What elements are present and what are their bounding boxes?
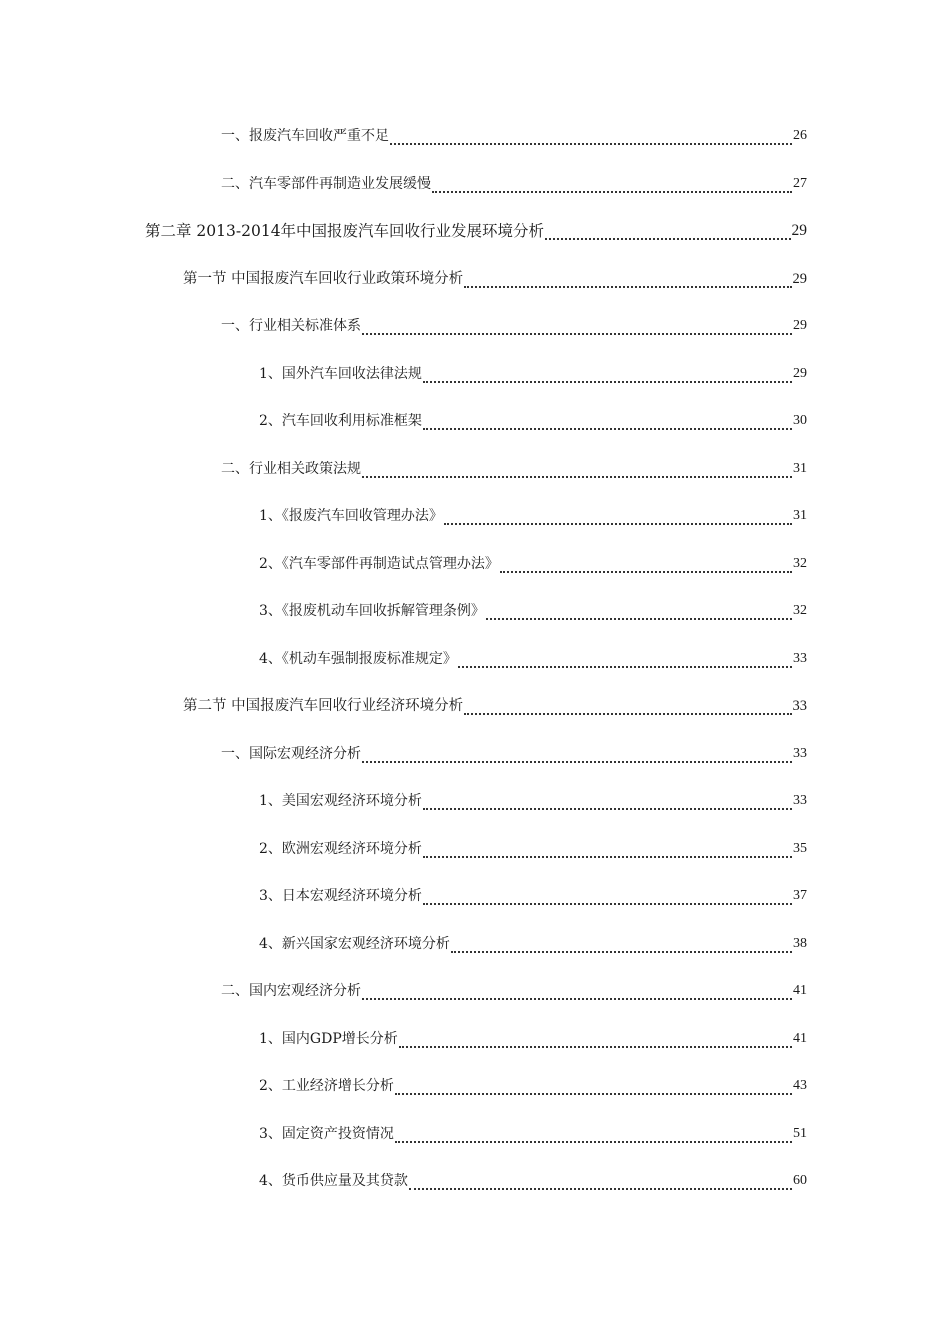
toc-leader-dots — [395, 1079, 792, 1095]
toc-subentry[interactable] — [0, 885, 950, 933]
toc-subentry[interactable] — [0, 1075, 950, 1123]
toc-entry-page: 32 — [793, 555, 807, 571]
toc-entry-title: 1、国外汽车回收法律法规 — [259, 365, 422, 382]
toc-entry-page: 31 — [793, 460, 807, 476]
toc-entry-page: 33 — [792, 698, 807, 714]
toc-subentry[interactable] — [0, 505, 950, 553]
toc-subentry[interactable] — [0, 933, 950, 981]
toc-leader-dots — [464, 272, 791, 288]
toc-subentry[interactable] — [0, 1170, 950, 1218]
toc-entry-page: 29 — [791, 222, 807, 239]
toc-entry-title: 3、固定资产投资情况 — [259, 1125, 394, 1142]
table-of-contents — [0, 125, 950, 1218]
toc-entry-page: 29 — [792, 270, 807, 287]
toc-entry-page: 60 — [793, 1173, 807, 1188]
toc-leader-dots — [362, 319, 792, 335]
toc-leader-dots — [409, 1174, 792, 1190]
toc-entry-title: 4、《机动车强制报废标准规定》 — [259, 650, 457, 667]
toc-subentry[interactable] — [0, 790, 950, 838]
toc-leader-dots — [444, 509, 792, 525]
toc-leader-dots — [423, 889, 792, 905]
toc-subentry[interactable] — [0, 1028, 950, 1076]
toc-entry-page: 51 — [793, 1125, 807, 1141]
toc-entry-title: 第一节 中国报废汽车回收行业政策环境分析 — [183, 270, 464, 287]
toc-subentry[interactable] — [0, 838, 950, 886]
toc-entry[interactable] — [0, 315, 950, 363]
toc-entry-page: 32 — [793, 603, 807, 618]
toc-entry-page: 26 — [793, 128, 807, 143]
toc-leader-dots — [486, 604, 792, 620]
toc-entry-page: 35 — [793, 840, 807, 856]
toc-leader-dots — [500, 557, 792, 573]
toc-entry-title: 一、行业相关标准体系 — [221, 318, 361, 334]
toc-entry-title: 二、汽车零部件再制造业发展缓慢 — [221, 175, 431, 192]
toc-entry[interactable] — [0, 173, 950, 221]
toc-entry-page: 30 — [793, 413, 807, 428]
toc-leader-dots — [432, 177, 792, 193]
toc-entry[interactable] — [0, 980, 950, 1028]
toc-entry-page: 43 — [793, 1078, 807, 1093]
toc-leader-dots — [464, 699, 791, 715]
toc-entry-title: 2、汽车回收利用标准框架 — [259, 413, 422, 429]
toc-leader-dots — [395, 1127, 792, 1143]
toc-entry-title: 二、国内宏观经济分析 — [221, 983, 361, 999]
toc-entry[interactable] — [0, 125, 950, 173]
toc-subentry[interactable] — [0, 410, 950, 458]
toc-leader-dots — [390, 129, 792, 145]
toc-leader-dots — [423, 414, 792, 430]
toc-entry-title: 1、国内GDP增长分析 — [259, 1030, 398, 1047]
toc-section-entry[interactable] — [0, 268, 950, 316]
toc-subentry[interactable] — [0, 600, 950, 648]
toc-leader-dots — [451, 937, 792, 953]
toc-leader-dots — [458, 652, 792, 668]
toc-chapter-entry[interactable] — [0, 220, 950, 268]
toc-entry-title: 一、国际宏观经济分析 — [221, 745, 361, 762]
toc-entry-title: 3、《报废机动车回收拆解管理条例》 — [259, 603, 485, 619]
toc-leader-dots — [423, 842, 792, 858]
toc-entry-title: 二、行业相关政策法规 — [221, 460, 361, 477]
toc-entry-title: 1、美国宏观经济环境分析 — [259, 793, 422, 809]
toc-entry-page: 38 — [793, 935, 807, 951]
toc-entry-page: 33 — [793, 793, 807, 808]
toc-entry-title: 2、欧洲宏观经济环境分析 — [259, 840, 422, 857]
toc-subentry[interactable] — [0, 1123, 950, 1171]
toc-entry-title: 1、《报废汽车回收管理办法》 — [259, 508, 443, 524]
toc-entry-page: 33 — [793, 650, 807, 666]
toc-entry-title: 2、《汽车零部件再制造试点管理办法》 — [259, 555, 499, 572]
toc-entry-page: 41 — [793, 983, 807, 998]
toc-leader-dots — [362, 984, 792, 1000]
toc-subentry[interactable] — [0, 553, 950, 601]
toc-entry-title: 第二节 中国报废汽车回收行业经济环境分析 — [183, 698, 464, 714]
toc-entry-title: 第二章 2013-2014年中国报废汽车回收行业发展环境分析 — [145, 222, 545, 240]
toc-entry-page: 29 — [793, 365, 807, 381]
toc-entry[interactable] — [0, 743, 950, 791]
toc-entry-title: 4、货币供应量及其贷款 — [259, 1173, 408, 1189]
toc-section-entry[interactable] — [0, 695, 950, 743]
toc-entry-page: 33 — [793, 745, 807, 761]
toc-entry-title: 3、日本宏观经济环境分析 — [259, 888, 422, 904]
toc-subentry[interactable] — [0, 648, 950, 696]
toc-entry-title: 4、新兴国家宏观经济环境分析 — [259, 935, 450, 952]
toc-leader-dots — [423, 367, 792, 383]
toc-entry[interactable] — [0, 458, 950, 506]
toc-entry-page: 31 — [793, 508, 807, 523]
toc-subentry[interactable] — [0, 363, 950, 411]
toc-entry-page: 41 — [793, 1030, 807, 1046]
toc-entry-title: 一、报废汽车回收严重不足 — [221, 128, 389, 144]
toc-leader-dots — [423, 794, 792, 810]
toc-leader-dots — [362, 747, 792, 763]
toc-entry-title: 2、工业经济增长分析 — [259, 1078, 394, 1094]
toc-leader-dots — [399, 1032, 792, 1048]
toc-entry-page: 27 — [793, 175, 807, 191]
toc-leader-dots — [545, 224, 790, 240]
toc-entry-page: 37 — [793, 888, 807, 903]
toc-entry-page: 29 — [793, 318, 807, 333]
toc-leader-dots — [362, 462, 792, 478]
